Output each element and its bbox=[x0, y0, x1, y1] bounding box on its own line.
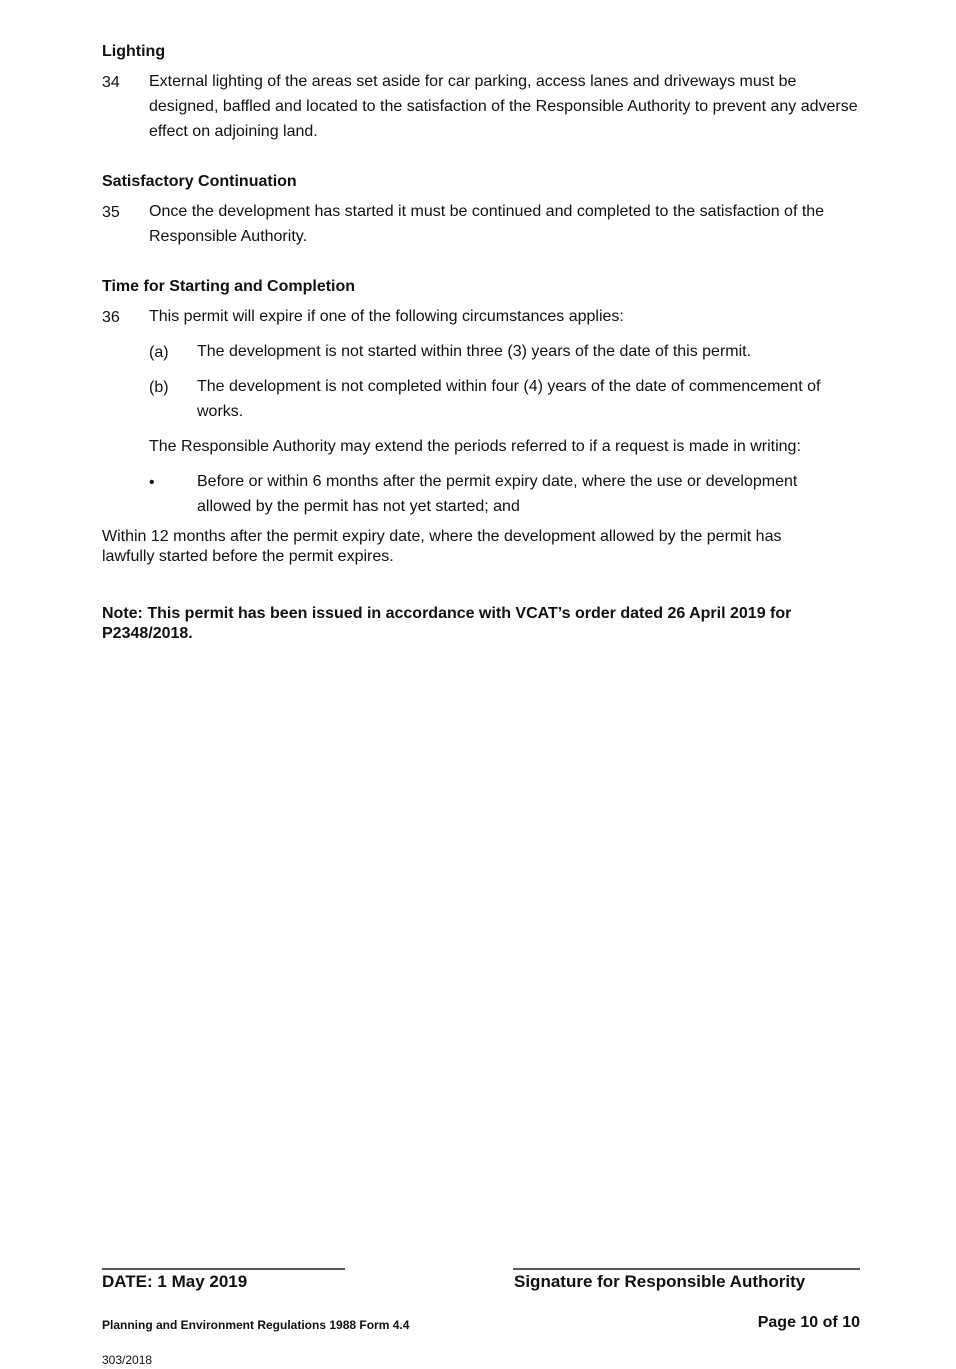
condition-35-text: Once the development has started it must be continued and completed to the satisfaction of the Responsible Authority. bbox=[149, 203, 825, 245]
item-b-text: The development is not completed within four (4) years of the date of commencement of works. bbox=[197, 378, 821, 420]
item-a-label: (a) bbox=[149, 344, 169, 361]
bullet-text: Before or within 6 months after the permit expiry date, where the use or development allowed by the permit has not yet started; and bbox=[197, 473, 798, 515]
date-signature-line bbox=[102, 1268, 345, 1270]
item-a-text: The development is not started within three (3) years of the date of this permit. bbox=[197, 343, 752, 360]
signature-label: Signature for Responsible Authority bbox=[514, 1272, 806, 1291]
date-label: DATE: 1 May 2019 bbox=[102, 1272, 248, 1291]
continuation-heading: Satisfactory Continuation bbox=[102, 173, 297, 190]
lighting-heading: Lighting bbox=[102, 43, 166, 60]
reference-number: 303/2018 bbox=[102, 1353, 153, 1367]
time-heading: Time for Starting and Completion bbox=[102, 278, 356, 295]
condition-36-text: This permit will expire if one of the following circumstances applies: bbox=[149, 308, 624, 325]
extend-text: The Responsible Authority may extend the periods referred to if a request is made in writing: bbox=[149, 438, 801, 455]
item-b-label: (b) bbox=[149, 379, 169, 396]
regulations-label: Planning and Environment Regulations 1988 Form 4.4 bbox=[102, 1318, 410, 1332]
within-text: Within 12 months after the permit expiry date, where the development allowed by the permit has lawfully started before the permit expires. bbox=[102, 528, 782, 565]
page-number: Page 10 of 10 bbox=[757, 1314, 860, 1331]
condition-34-text: External lighting of the areas set aside for car parking, access lanes and driveways must be designed, baffled and located to the satisfaction of the Responsible Authority to prevent any adverse effect on adjoining land. bbox=[149, 73, 858, 140]
condition-number-34: 34 bbox=[102, 74, 120, 91]
authority-signature-line bbox=[513, 1268, 860, 1270]
condition-number-35: 35 bbox=[102, 204, 120, 221]
condition-number-36: 36 bbox=[102, 309, 120, 326]
bullet-icon: • bbox=[149, 474, 155, 491]
vcat-note: Note: This permit has been issued in accordance with VCAT’s order dated 26 April 2019 for P2348/2018. bbox=[102, 605, 792, 642]
